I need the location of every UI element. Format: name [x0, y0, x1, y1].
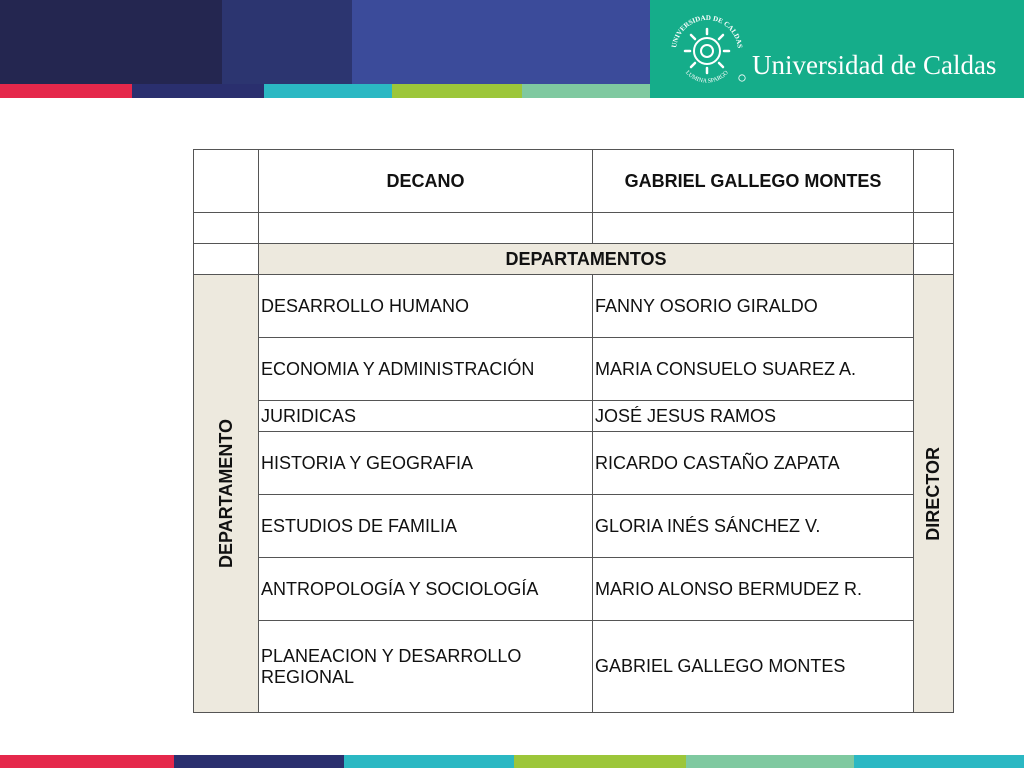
- university-seal-icon: [668, 12, 746, 90]
- footer-strip-mint: [686, 755, 854, 768]
- dean-label: DECANO: [259, 150, 593, 213]
- footer-strip-lime: [514, 755, 686, 768]
- director-cell: RICARDO CASTAÑO ZAPATA: [593, 432, 914, 495]
- dean-name: GABRIEL GALLEGO MONTES: [593, 150, 914, 213]
- header-strip-navy: [132, 84, 264, 98]
- header-band-blue: [352, 0, 650, 84]
- table-row: [194, 401, 954, 432]
- departamento-label: DEPARTAMENTO: [215, 418, 236, 568]
- department-cell: PLANEACION Y DESARROLLO REGIONAL: [259, 621, 593, 713]
- empty-cell: [194, 244, 259, 275]
- section-header-row: [194, 244, 954, 275]
- dean-row: [194, 150, 954, 213]
- table-row: [194, 495, 954, 558]
- director-cell: GLORIA INÉS SÁNCHEZ V.: [593, 495, 914, 558]
- department-cell: JURIDICAS: [259, 401, 593, 432]
- university-name: Universidad de Caldas: [752, 50, 997, 80]
- footer-strip-teal: [854, 755, 1024, 768]
- department-cell: DESARROLLO HUMANO: [259, 275, 593, 338]
- seal-ring-text: UNIVERSIDAD DE CALDAS: [670, 13, 744, 49]
- table-row: [194, 338, 954, 401]
- footer-strip-navy: [174, 755, 344, 768]
- department-cell: HISTORIA Y GEOGRAFIA: [259, 432, 593, 495]
- header-strip-mint: [522, 84, 650, 98]
- header-strip-teal: [264, 84, 392, 98]
- empty-cell: [914, 213, 954, 244]
- director-cell: FANNY OSORIO GIRALDO: [593, 275, 914, 338]
- empty-cell: [194, 150, 259, 213]
- departamento-label-cell: [194, 275, 259, 713]
- empty-cell: [914, 244, 954, 275]
- footer-strip-teal: [344, 755, 514, 768]
- department-cell: ANTROPOLOGÍA Y SOCIOLOGÍA: [259, 558, 593, 621]
- footer-strip-red: [0, 755, 174, 768]
- director-cell: MARIA CONSUELO SUAREZ A.: [593, 338, 914, 401]
- empty-cell: [259, 213, 593, 244]
- header-strip-red: [0, 84, 132, 98]
- empty-cell: [914, 150, 954, 213]
- seal-motto-text: LUMINA SPARGO: [684, 69, 730, 85]
- spacer-row: [194, 213, 954, 244]
- departments-table: [193, 149, 954, 713]
- director-cell: JOSÉ JESUS RAMOS: [593, 401, 914, 432]
- empty-cell: [194, 213, 259, 244]
- empty-cell: [593, 213, 914, 244]
- header-band-navy: [222, 0, 352, 84]
- director-cell: MARIO ALONSO BERMUDEZ R.: [593, 558, 914, 621]
- table-row: [194, 621, 954, 713]
- director-label-cell: [914, 275, 954, 713]
- header-strip-lime: [392, 84, 522, 98]
- department-cell: ESTUDIOS DE FAMILIA: [259, 495, 593, 558]
- director-cell: GABRIEL GALLEGO MONTES: [593, 621, 914, 713]
- table-row: [194, 432, 954, 495]
- table-row: [194, 275, 954, 338]
- director-label: DIRECTOR: [923, 446, 943, 541]
- department-cell: ECONOMIA Y ADMINISTRACIÓN: [259, 338, 593, 401]
- section-header: DEPARTAMENTOS: [259, 244, 914, 275]
- header-band-navy-dark: [0, 0, 222, 84]
- table-row: [194, 558, 954, 621]
